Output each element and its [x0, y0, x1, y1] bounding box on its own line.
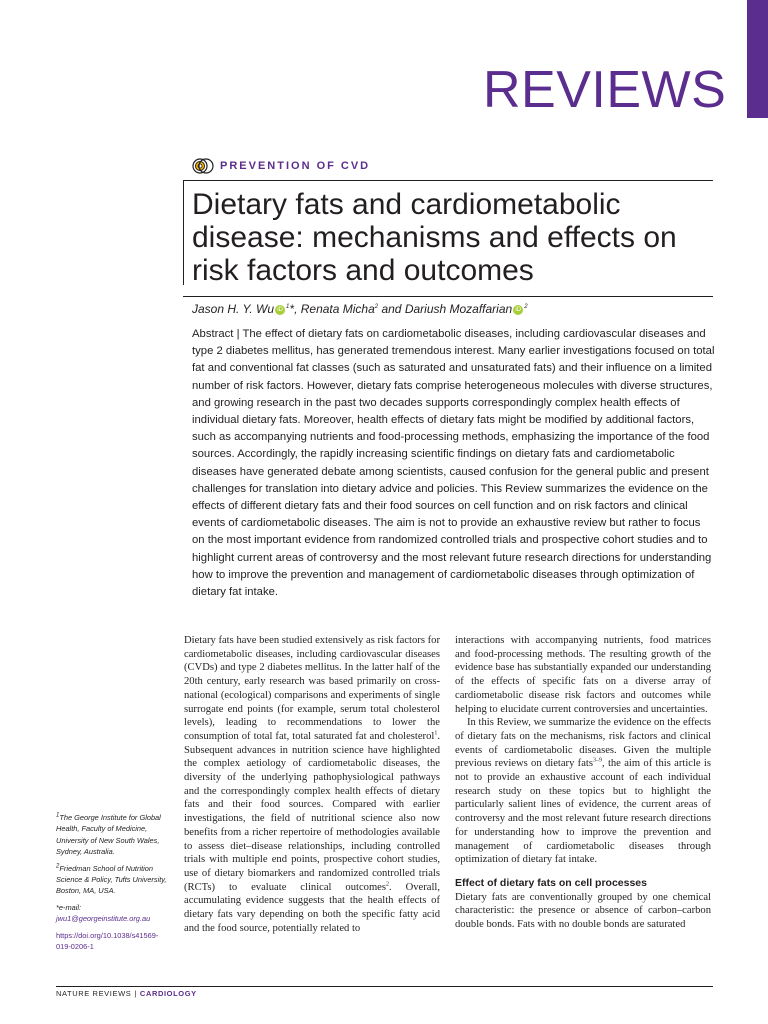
email-line: *e-mail: jwu1@georgeinstitute.org.au [56, 902, 151, 924]
doi-link[interactable]: https://doi.org/10.1038/s41569-019-0206-1 [56, 930, 159, 952]
citation[interactable]: 1 [434, 730, 438, 737]
body-paragraph: Dietary fats are conventionally grouped by one chemical characteristic: the presence or absence of carbon–carbon double bonds. Fats with no double bonds are saturated [455, 891, 711, 931]
orcid-icon[interactable]: iD [275, 305, 285, 315]
authors-rule [183, 296, 713, 297]
affiliation-1: $^1$The George Institute for Global Health, Faculty of Medicine, University of New South Wales, Sydney, Australia. [56, 812, 161, 857]
section-heading: Effect of dietary fats on cell processes [455, 876, 647, 889]
body-paragraph: In this Review, we summarize the evidence on the effects of dietary fats on the mechanisms, risk factors and clinical events of cardiometabolic diseases. Given the multiple previous reviews on dietary fats$^{3-9}$, the aim of this article is not to provide an exhaustive account of each individual research study on these topics but to highlight the particularly salient lines of evidence, the current areas of controversy and the most relevant future research directions for understanding how to improve the prevention and management of cardiometabolic diseases through optimization of dietary fat intake. [455, 717, 711, 866]
author-3-affil: 2 [524, 304, 528, 310]
footer [56, 989, 197, 998]
author-2-affil: 2 [374, 304, 379, 310]
email-link[interactable]: jwu1@georgeinstitute.org.au [56, 914, 151, 924]
reviews-banner: REVIEWS [483, 61, 727, 119]
body-column-1 [184, 634, 440, 935]
target-rings-icon [192, 158, 214, 174]
affiliation-2: $^2$Friedman School of Nutrition Science & Policy, Tufts University, Boston, MA, USA. [56, 863, 167, 896]
citation[interactable]: 3–9 [592, 757, 602, 764]
corresponding-mark: * [289, 302, 295, 316]
author-2[interactable]: , Renata Micha [294, 302, 375, 316]
affiliations [56, 812, 168, 957]
author-list [192, 302, 712, 316]
orcid-icon[interactable]: iD [513, 305, 523, 315]
citation[interactable]: 2 [386, 881, 390, 888]
journal-name: NATURE REVIEWS [56, 989, 132, 998]
footer-separator: | [134, 989, 137, 998]
section-tab-marker [747, 0, 768, 118]
title-side-rule [183, 180, 184, 285]
journal-section: CARDIOLOGY [139, 989, 197, 998]
body-paragraph: interactions with accompanying nutrients, food matrices and food-processing methods. The resulting growth of the evidence base has substantially expanded our understanding of the effects of specific fats on a diverse array of cardiometabolic disease risk factors and outcomes while helping to elucidate current controversies and uncertainties. [455, 635, 711, 715]
body-paragraph: Dietary fats have been studied extensively as risk factors for cardiometabolic diseases, including cardiovascular diseases (CVDs) and type 2 diabetes mellitus. In the latter half of the 20th century, early research was based primarily on cross-national (ecological) comparisons and experiments of single surrogate end points (for example, serum total cholesterol levels), leading to recommendations to lower the consumption of total fat, total saturated fat and cholesterol$^1$. Subsequent advances in nutrition science have highlighted the complex aetiology of cardiometabolic diseases, the diversity of the underlying pathophysiological pathways and the correspondingly complex health effects of dietary fats and their food sources. Compared with earlier investigations, the field of nutritional science also now benefits from a richer repertoire of methodologies available to assess diet–disease relationships, including controlled trials with multiple end points, prospective cohort studies, use of dietary biomarkers and randomized controlled trials (RCTs) to evaluate clinical outcomes$^2$. Overall, accumulating evidence suggests that the health effects of dietary fats vary depending on both the specific fatty acid and the food source, potentially related to [184, 635, 440, 934]
abstract: Abstract | The effect of dietary fats on cardiometabolic diseases, including cardiovascular diseases and type 2 diabetes mellitus, has generated tremendous interest. Many earlier investigations focused on total fat and conventional fat classes (such as saturated and unsaturated fats) and their influence on a limited number of risk factors. However, dietary fats comprise heterogeneous molecules with diverse structures, and growing research in the past two decades supports correspondingly complex health effects of individual dietary fats. Moreover, health effects of dietary fats might be modified by additional factors, such as accompanying nutrients and food-processing methods, emphasizing the importance of the food sources. Accordingly, the rapidly increasing scientific findings on dietary fats and cardiometabolic diseases have generated debate among scientists, caused confusion for the general public and present challenges for translation into dietary advice and policies. This Review summarizes the evidence on the effects of different dietary fats and their food sources on cell function and on risk factors and clinical events of cardiometabolic diseases. The aim is not to provide an exhaustive review but rather to focus on the most important evidence from randomized controlled trials and prospective cohort studies and to highlight current areas of controversy and the most relevant future research directions for understanding how to improve the prevention and management of cardiometabolic diseases through optimization of dietary fat intake. [192, 328, 715, 599]
author-3[interactable]: and Dariush Mozaffarian [378, 302, 513, 316]
body-column-2 [455, 634, 711, 932]
footer-rule [56, 986, 713, 987]
title-top-rule [183, 180, 713, 181]
topic-label-row [192, 158, 370, 174]
article-title: Dietary fats and cardiometabolic disease: mechanisms and effects on risk factors and outcomes [192, 188, 677, 287]
author-1-affil: 1 [286, 304, 290, 310]
topic-label: PREVENTION OF CVD [220, 160, 371, 172]
author-1[interactable]: Jason H. Y. Wu [192, 302, 275, 316]
